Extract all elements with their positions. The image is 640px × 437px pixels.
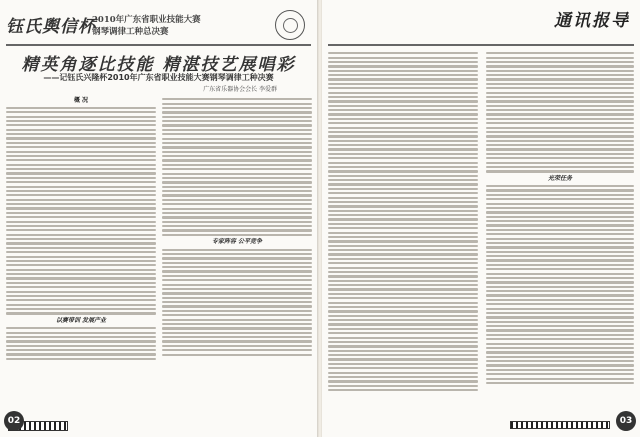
piano-keys-icon xyxy=(510,421,610,429)
text-line xyxy=(486,105,634,107)
text-line xyxy=(486,308,634,310)
text-line xyxy=(162,164,312,166)
text-line xyxy=(6,146,156,148)
text-line xyxy=(486,364,634,366)
text-line xyxy=(162,319,312,321)
text-line xyxy=(328,118,478,120)
text-line xyxy=(162,129,312,131)
text-line xyxy=(162,98,312,100)
text-line xyxy=(328,100,478,102)
text-line xyxy=(162,270,312,272)
right-column-1 xyxy=(328,20,478,400)
text-line xyxy=(6,251,156,253)
text-line xyxy=(6,111,156,113)
text-line xyxy=(162,142,312,144)
text-line xyxy=(328,74,478,76)
text-line xyxy=(328,157,478,159)
header-title xyxy=(92,14,201,38)
text-line xyxy=(486,211,634,213)
text-line xyxy=(162,332,312,334)
text-line xyxy=(328,341,478,343)
text-line xyxy=(328,380,478,382)
text-line xyxy=(486,351,634,353)
text-line xyxy=(6,286,156,288)
event-logo: 钰氏舆信杯 xyxy=(6,17,96,37)
text-line xyxy=(162,314,312,316)
text-line xyxy=(328,315,478,317)
text-line xyxy=(328,354,478,356)
text-line xyxy=(328,183,478,185)
text-line xyxy=(486,294,634,296)
text-line xyxy=(486,166,634,168)
text-line xyxy=(328,323,478,325)
text-line xyxy=(6,308,156,310)
text-line xyxy=(328,105,478,107)
text-line xyxy=(162,275,312,277)
text-line xyxy=(162,257,312,259)
text-line xyxy=(328,302,478,304)
text-line xyxy=(328,205,478,207)
text-line xyxy=(328,170,478,172)
section-heading-future: 光荣任务 xyxy=(547,174,572,182)
text-line xyxy=(328,65,478,67)
text-line xyxy=(486,135,634,137)
text-line xyxy=(486,286,634,288)
header-title-line1: 2010年广东省职业技能大赛 xyxy=(92,15,201,25)
text-line xyxy=(486,281,634,283)
text-line xyxy=(328,249,478,251)
page-number-left: 02 xyxy=(4,411,24,431)
text-line xyxy=(486,264,634,266)
text-line xyxy=(328,376,478,378)
text-line xyxy=(486,118,634,120)
text-line xyxy=(162,305,312,307)
text-line xyxy=(6,116,156,118)
text-line xyxy=(6,107,156,109)
text-line xyxy=(486,316,634,318)
text-line xyxy=(328,310,478,312)
text-line xyxy=(486,189,634,191)
text-line xyxy=(162,168,312,170)
text-line xyxy=(486,224,634,226)
text-line xyxy=(328,78,478,80)
text-line xyxy=(486,87,634,89)
text-line xyxy=(6,177,156,179)
text-line xyxy=(328,385,478,387)
text-line xyxy=(162,279,312,281)
text-line xyxy=(486,61,634,63)
text-line xyxy=(328,175,478,177)
text-line xyxy=(486,100,634,102)
text-line xyxy=(486,96,634,98)
text-line xyxy=(486,242,634,244)
article-headline: 精英角逐比技能 精湛技艺展唱彩 xyxy=(21,55,296,75)
text-line xyxy=(6,124,156,126)
section-heading-judges: 专家阵容 公平竞争 xyxy=(211,238,263,245)
text-line xyxy=(486,229,634,231)
text-line xyxy=(328,253,478,255)
text-line xyxy=(486,321,634,323)
text-line xyxy=(162,186,312,188)
text-line xyxy=(486,373,634,375)
text-line xyxy=(486,65,634,67)
text-line xyxy=(328,232,478,234)
page-number-right: 03 xyxy=(616,411,636,431)
text-line xyxy=(486,194,634,196)
text-line xyxy=(162,310,312,312)
text-line xyxy=(162,194,312,196)
text-line xyxy=(486,360,634,362)
text-line xyxy=(162,120,312,122)
text-line xyxy=(328,319,478,321)
text-line xyxy=(328,188,478,190)
text-line xyxy=(328,179,478,181)
text-line xyxy=(328,337,478,339)
text-line xyxy=(6,203,156,205)
text-line xyxy=(486,251,634,253)
text-line xyxy=(486,131,634,133)
text-line xyxy=(6,194,156,196)
text-line xyxy=(162,116,312,118)
text-line xyxy=(328,293,478,295)
text-line xyxy=(486,255,634,257)
left-page xyxy=(0,0,318,437)
left-body xyxy=(6,96,311,396)
text-line xyxy=(162,103,312,105)
text-line xyxy=(328,109,478,111)
text-line xyxy=(162,221,312,223)
text-line xyxy=(486,78,634,80)
text-line xyxy=(328,245,478,247)
text-line xyxy=(328,148,478,150)
text-line xyxy=(328,113,478,115)
text-line xyxy=(328,367,478,369)
text-line xyxy=(162,155,312,157)
text-line xyxy=(6,277,156,279)
text-line xyxy=(328,197,478,199)
text-line xyxy=(328,218,478,220)
text-line xyxy=(6,216,156,218)
text-line xyxy=(486,347,634,349)
text-line xyxy=(162,345,312,347)
text-line xyxy=(486,220,634,222)
text-line xyxy=(6,164,156,166)
text-line xyxy=(328,328,478,330)
text-line xyxy=(162,266,312,268)
text-line xyxy=(162,327,312,329)
text-line xyxy=(162,349,312,351)
text-line xyxy=(486,273,634,275)
text-line xyxy=(162,288,312,290)
text-line xyxy=(486,369,634,371)
text-line xyxy=(328,87,478,89)
text-line xyxy=(328,210,478,212)
text-line xyxy=(6,142,156,144)
text-line xyxy=(6,120,156,122)
text-line xyxy=(486,378,634,380)
text-line xyxy=(328,192,478,194)
text-line xyxy=(328,57,478,59)
text-line xyxy=(162,234,312,236)
text-line xyxy=(486,109,634,111)
text-line xyxy=(162,181,312,183)
text-line xyxy=(486,157,634,159)
text-line xyxy=(6,238,156,240)
text-line xyxy=(486,207,634,209)
text-line xyxy=(486,246,634,248)
text-line xyxy=(486,303,634,305)
text-line xyxy=(6,168,156,170)
text-line xyxy=(486,299,634,301)
text-line xyxy=(6,242,156,244)
right-page xyxy=(322,0,640,437)
text-line xyxy=(6,151,156,153)
text-line xyxy=(486,57,634,59)
text-line xyxy=(6,327,156,329)
text-line xyxy=(6,299,156,301)
text-line xyxy=(328,271,478,273)
text-line xyxy=(6,186,156,188)
text-line xyxy=(6,269,156,271)
text-line xyxy=(486,127,634,129)
text-line xyxy=(328,350,478,352)
text-line xyxy=(486,144,634,146)
text-line xyxy=(486,153,634,155)
text-line xyxy=(328,127,478,129)
text-line xyxy=(6,247,156,249)
text-line xyxy=(6,312,156,314)
text-line xyxy=(6,273,156,275)
text-line xyxy=(162,253,312,255)
text-line xyxy=(6,304,156,306)
text-line xyxy=(6,340,156,342)
text-line xyxy=(6,159,156,161)
text-line xyxy=(328,162,478,164)
text-line xyxy=(162,111,312,113)
text-line xyxy=(486,170,634,172)
text-line xyxy=(6,137,156,139)
header-title-line2: 钢琴调律工种总决赛 xyxy=(92,27,169,37)
text-line xyxy=(328,201,478,203)
text-line xyxy=(328,332,478,334)
text-line xyxy=(162,159,312,161)
text-line xyxy=(6,260,156,262)
text-line xyxy=(486,277,634,279)
text-line xyxy=(162,177,312,179)
text-line xyxy=(328,345,478,347)
article-subheadline: ——记钰氏兴隆杯2010年广东省职业技能大赛钢琴调律工种决赛 xyxy=(43,73,274,82)
text-line xyxy=(6,229,156,231)
text-line xyxy=(162,216,312,218)
text-line xyxy=(328,240,478,242)
article-byline: 广东省乐器协会会长 李爱群 xyxy=(203,86,277,93)
text-line xyxy=(162,323,312,325)
text-line xyxy=(6,349,156,351)
text-line xyxy=(6,282,156,284)
text-line xyxy=(328,135,478,137)
text-line xyxy=(162,336,312,338)
text-line xyxy=(486,338,634,340)
left-header xyxy=(6,8,311,44)
text-line xyxy=(486,268,634,270)
text-line xyxy=(328,297,478,299)
text-line xyxy=(328,227,478,229)
left-column-1 xyxy=(6,96,156,396)
text-line xyxy=(328,275,478,277)
text-line xyxy=(486,329,634,331)
text-line xyxy=(6,336,156,338)
text-line xyxy=(6,199,156,201)
text-line xyxy=(486,334,634,336)
text-line xyxy=(162,262,312,264)
text-line xyxy=(328,61,478,63)
text-line xyxy=(162,340,312,342)
text-line xyxy=(162,138,312,140)
text-line xyxy=(486,162,634,164)
text-line xyxy=(6,207,156,209)
text-line xyxy=(162,225,312,227)
text-line xyxy=(328,306,478,308)
text-line xyxy=(486,70,634,72)
text-line xyxy=(162,190,312,192)
text-line xyxy=(486,140,634,142)
text-line xyxy=(486,312,634,314)
text-line xyxy=(328,372,478,374)
text-line xyxy=(486,259,634,261)
text-line xyxy=(6,256,156,258)
text-line xyxy=(486,83,634,85)
text-line xyxy=(162,208,312,210)
text-line xyxy=(486,343,634,345)
text-line xyxy=(328,284,478,286)
text-line xyxy=(486,382,634,384)
text-line xyxy=(6,332,156,334)
text-line xyxy=(328,358,478,360)
text-line xyxy=(486,74,634,76)
text-line xyxy=(162,199,312,201)
text-line xyxy=(328,389,478,391)
text-line xyxy=(162,133,312,135)
text-line xyxy=(162,151,312,153)
text-line xyxy=(328,70,478,72)
text-line xyxy=(328,288,478,290)
text-line xyxy=(328,96,478,98)
text-line xyxy=(162,173,312,175)
text-line xyxy=(162,229,312,231)
text-line xyxy=(162,292,312,294)
text-line xyxy=(162,124,312,126)
right-column-2 xyxy=(486,20,634,400)
text-line xyxy=(162,203,312,205)
text-line xyxy=(328,236,478,238)
text-line xyxy=(6,133,156,135)
right-body xyxy=(328,20,634,400)
text-line xyxy=(162,284,312,286)
text-line xyxy=(6,345,156,347)
text-line xyxy=(6,221,156,223)
text-line xyxy=(162,297,312,299)
text-line xyxy=(486,238,634,240)
text-line xyxy=(162,146,312,148)
section-heading-overview: 概 况 xyxy=(73,97,89,104)
text-line xyxy=(328,153,478,155)
seal-icon xyxy=(275,10,305,40)
text-line xyxy=(6,172,156,174)
text-line xyxy=(486,356,634,358)
text-line xyxy=(328,223,478,225)
text-line xyxy=(328,267,478,269)
header-rule xyxy=(6,44,311,46)
text-line xyxy=(486,216,634,218)
text-line xyxy=(6,155,156,157)
text-line xyxy=(486,122,634,124)
text-line xyxy=(328,52,478,54)
text-line xyxy=(486,148,634,150)
text-line xyxy=(486,203,634,205)
text-line xyxy=(328,83,478,85)
text-line xyxy=(328,280,478,282)
text-line xyxy=(6,295,156,297)
text-line xyxy=(486,290,634,292)
text-line xyxy=(486,233,634,235)
text-line xyxy=(328,262,478,264)
text-line xyxy=(486,52,634,54)
right-footer xyxy=(510,419,610,429)
text-line xyxy=(162,249,312,251)
text-line xyxy=(328,166,478,168)
text-line xyxy=(328,122,478,124)
text-line xyxy=(6,225,156,227)
section-heading-training: 以赛带训 发展产业 xyxy=(55,316,107,324)
text-line xyxy=(6,353,156,355)
text-line xyxy=(6,291,156,293)
text-line xyxy=(6,264,156,266)
text-line xyxy=(162,107,312,109)
text-line xyxy=(486,113,634,115)
text-line xyxy=(162,354,312,356)
text-line xyxy=(6,129,156,131)
text-line xyxy=(162,212,312,214)
text-line xyxy=(6,234,156,236)
left-column-2 xyxy=(162,96,312,396)
masthead: 通讯报导 xyxy=(554,11,630,31)
text-line xyxy=(328,92,478,94)
text-line xyxy=(6,181,156,183)
text-line xyxy=(6,358,156,360)
text-line xyxy=(6,212,156,214)
text-line xyxy=(328,131,478,133)
text-line xyxy=(162,301,312,303)
text-line xyxy=(328,214,478,216)
text-line xyxy=(328,140,478,142)
text-line xyxy=(486,92,634,94)
text-line xyxy=(328,258,478,260)
text-line xyxy=(486,198,634,200)
text-line xyxy=(328,144,478,146)
text-line xyxy=(328,363,478,365)
text-line xyxy=(6,190,156,192)
text-line xyxy=(486,185,634,187)
text-line xyxy=(486,325,634,327)
